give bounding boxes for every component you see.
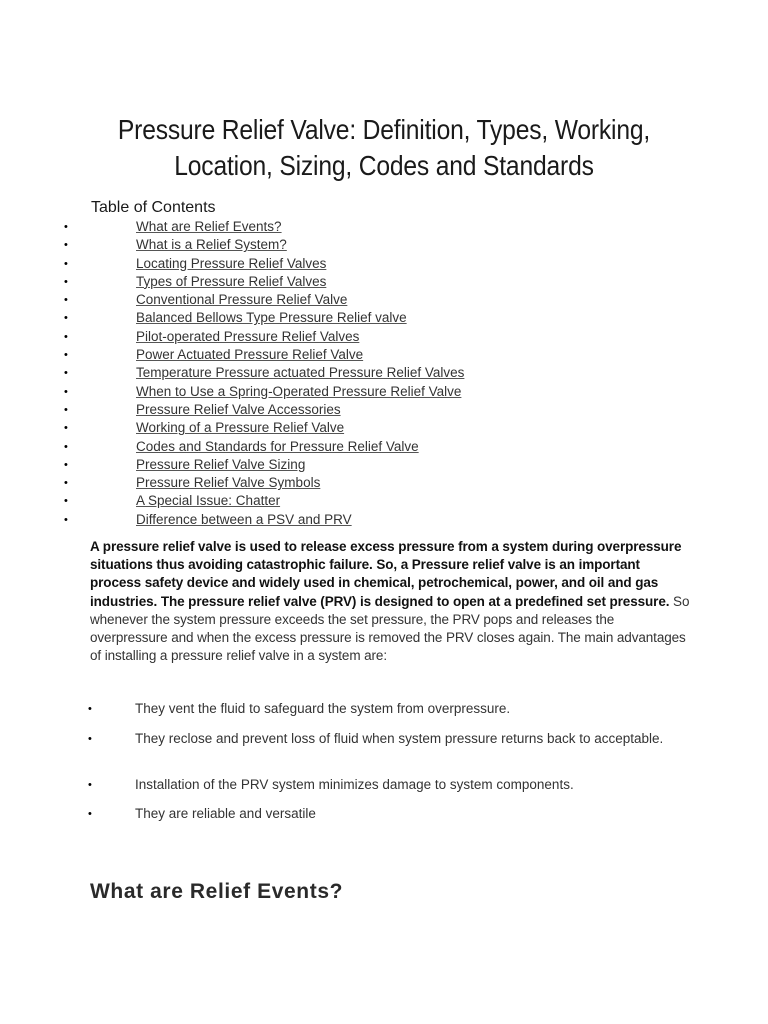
bullet-icon: • [64, 513, 68, 526]
bullet-icon: • [64, 349, 68, 362]
toc-link-pilot-operated[interactable]: Pilot-operated Pressure Relief Valves [136, 328, 360, 344]
bullet-icon: • [88, 779, 92, 791]
bullet-icon: • [64, 367, 68, 380]
bullet-icon: • [64, 403, 68, 416]
bullet-icon: • [64, 275, 68, 288]
toc-link-psv-vs-prv[interactable]: Difference between a PSV and PRV [136, 511, 352, 527]
section-heading: What are Relief Events? [90, 880, 344, 903]
intro-paragraph [90, 538, 690, 665]
intro-bold-text: A pressure relief valve is used to release excess pressure from a system during overpressure situations thus avoiding catastrophic failure. So, a Pressure relief valve is an important process safety device and widely used in chemical, petrochemical, power, and oil and gas industries. The pressure relief valve (PRV) is designed to open at a predefined set pressure. [90, 539, 682, 609]
toc-link-spring-operated[interactable]: When to Use a Spring-Operated Pressure Relief Valve [136, 383, 462, 399]
toc-link-balanced-bellows[interactable]: Balanced Bellows Type Pressure Relief valve [136, 310, 407, 326]
toc-link-accessories[interactable]: Pressure Relief Valve Accessories [136, 401, 341, 417]
bullet-icon: • [64, 221, 68, 233]
advantage-text: They reclose and prevent loss of fluid when system pressure returns back to acceptable. [135, 731, 664, 746]
advantage-text: They vent the fluid to safeguard the system from overpressure. [135, 701, 511, 716]
bullet-icon: • [64, 495, 68, 508]
toc-link-temperature-pressure[interactable]: Temperature Pressure actuated Pressure Relief Valves [136, 365, 465, 381]
toc-link-chatter[interactable]: A Special Issue: Chatter [136, 493, 281, 509]
toc-link-working[interactable]: Working of a Pressure Relief Valve [136, 420, 345, 436]
bullet-icon: • [64, 458, 68, 471]
bullet-icon: • [64, 440, 68, 453]
bullet-icon: • [64, 294, 68, 307]
bullet-icon: • [64, 385, 68, 398]
toc-link-conventional-prv[interactable]: Conventional Pressure Relief Valve [136, 292, 348, 308]
intro-normal-text: So whenever the system pressure exceeds the set pressure, the PRV pops and releases the overpressure and when the excess pressure is removed the PRV closes again. The main advantages of installing a pressure relief valve in a system are: [90, 593, 690, 664]
bullet-icon: • [64, 239, 68, 252]
bullet-icon: • [88, 808, 92, 820]
toc-link-codes-standards[interactable]: Codes and Standards for Pressure Relief Valve [136, 438, 419, 454]
toc-link-types-of-prv[interactable]: Types of Pressure Relief Valves [136, 273, 327, 289]
toc-link-symbols[interactable]: Pressure Relief Valve Symbols [136, 475, 321, 491]
bullet-icon: • [64, 257, 68, 270]
bullet-icon: • [88, 703, 92, 715]
toc-link-relief-system[interactable]: What is a Relief System? [136, 237, 287, 253]
advantage-text: Installation of the PRV system minimizes damage to system components. [135, 777, 574, 792]
toc-link-sizing[interactable]: Pressure Relief Valve Sizing [136, 456, 306, 472]
toc-link-power-actuated[interactable]: Power Actuated Pressure Relief Valve [136, 347, 364, 363]
toc-heading: Table of Contents [91, 199, 216, 216]
bullet-icon: • [64, 477, 68, 490]
toc-link-relief-events[interactable]: What are Relief Events? [136, 219, 282, 234]
bullet-icon: • [88, 733, 92, 745]
toc-link-locating-prv[interactable]: Locating Pressure Relief Valves [136, 255, 327, 271]
bullet-icon: • [64, 312, 68, 325]
bullet-icon: • [64, 422, 68, 435]
bullet-icon: • [64, 330, 68, 343]
page-title: Pressure Relief Valve: Definition, Types, Working, Location, Sizing, Codes and Standards [117, 114, 651, 181]
advantage-text: They are reliable and versatile [135, 806, 316, 821]
